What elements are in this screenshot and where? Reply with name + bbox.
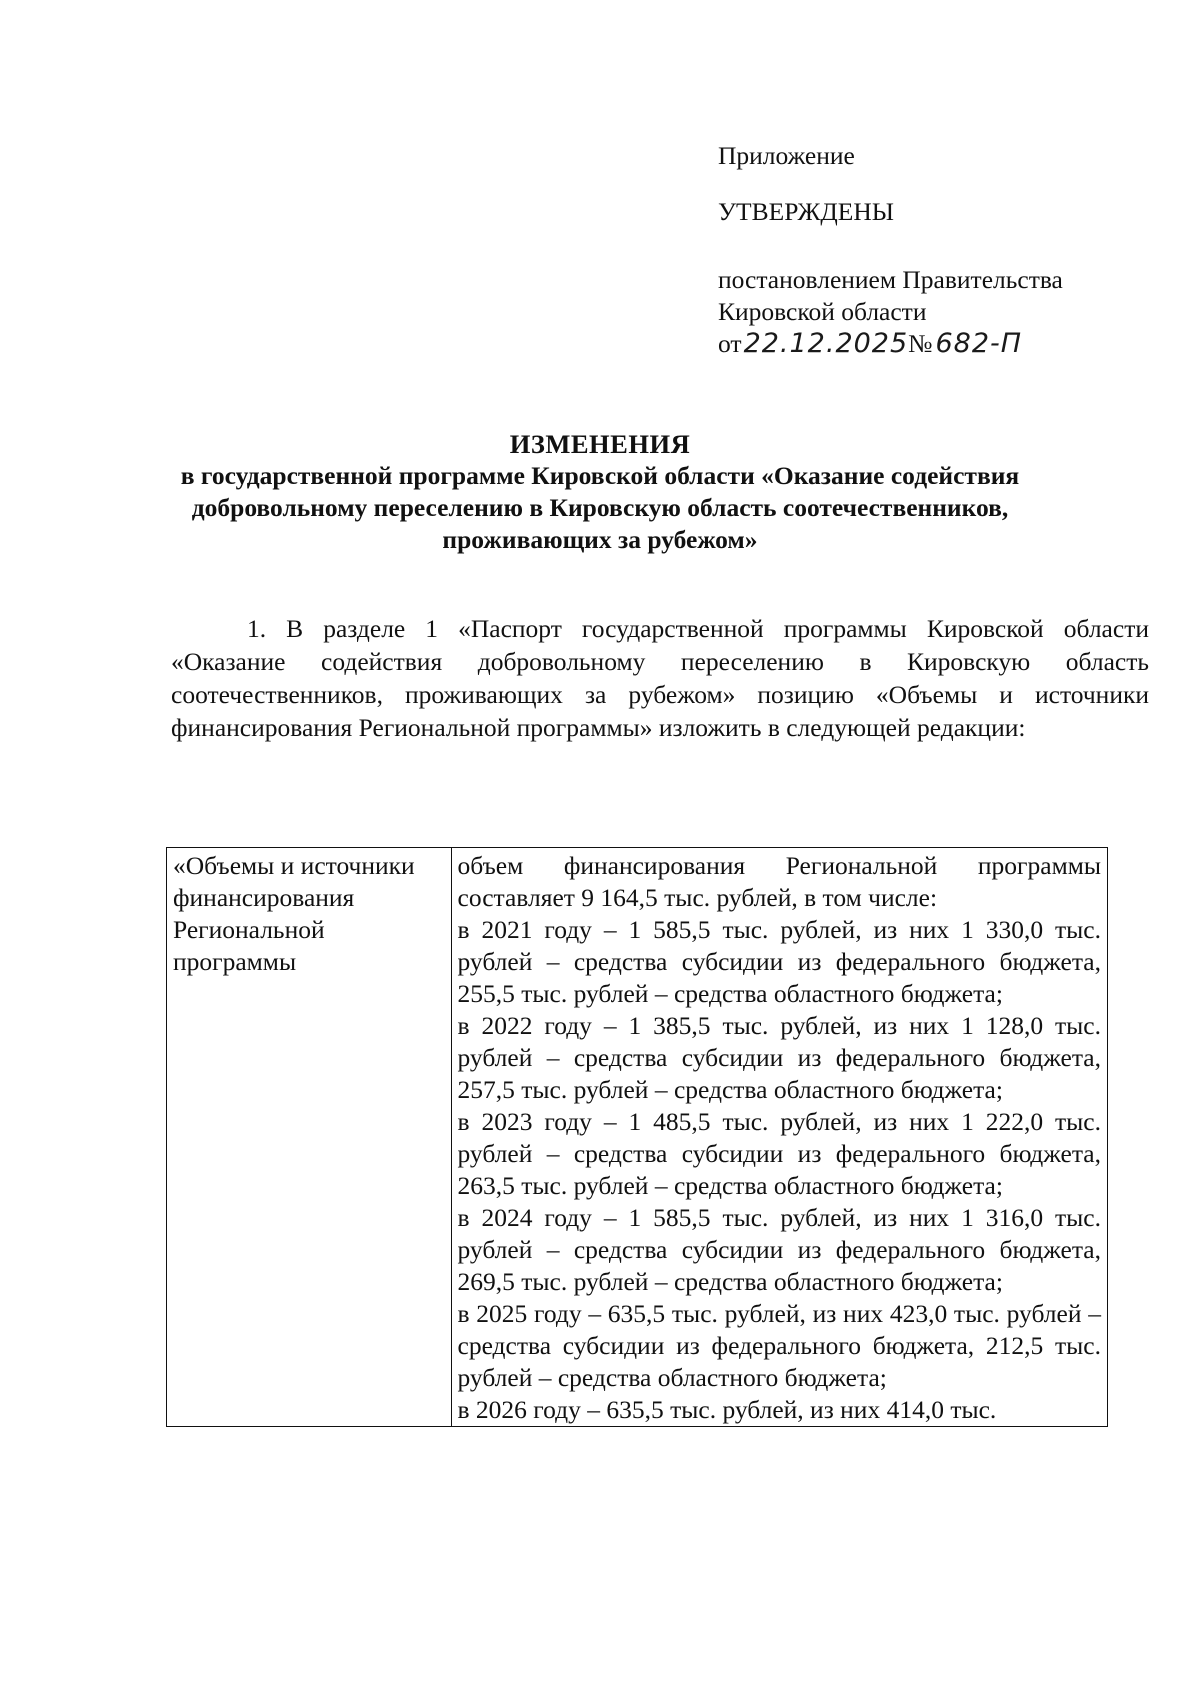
approval-block xyxy=(718,140,1138,360)
appendix-label: Приложение xyxy=(718,141,855,170)
financing-details-cell xyxy=(451,848,1108,1427)
decree-line-1: постановлением Правительства xyxy=(718,265,1063,294)
approved-label: УТВЕРЖДЕНЫ xyxy=(718,197,894,226)
financing-table xyxy=(166,847,1108,1427)
title-subtitle: в государственной программе Кировской области «Оказание содействия добровольному переселению в Кировскую область соотечественников, проживающих за рубежом» xyxy=(180,461,1020,554)
financing-label-cell: «Объемы и источники финансирования Региональной программы xyxy=(167,848,452,1427)
number-label: № xyxy=(908,329,933,358)
document-title xyxy=(170,428,1030,556)
financing-year-2025: в 2025 году – 635,5 тыс. рублей, из них 423,0 тыс. рублей – средства субсидии из федерального бюджета, 212,5 тыс. рублей – средства областного бюджета; xyxy=(457,1299,1101,1392)
decree-date-number xyxy=(718,328,1138,360)
financing-year-2023: в 2023 году – 1 485,5 тыс. рублей, из них 1 222,0 тыс. рублей – средства субсидии из федерального бюджета, 263,5 тыс. рублей – средства областного бюджета; xyxy=(457,1107,1101,1200)
decree-line-2: Кировской области xyxy=(718,297,927,326)
handwritten-date: 22.12.2025 xyxy=(743,328,909,359)
financing-year-2024: в 2024 году – 1 585,5 тыс. рублей, из них 1 316,0 тыс. рублей – средства субсидии из федерального бюджета, 269,5 тыс. рублей – средства областного бюджета; xyxy=(457,1203,1101,1296)
financing-total: объем финансирования Региональной программы составляет 9 164,5 тыс. рублей, в том числе: xyxy=(457,851,1101,912)
from-label: от xyxy=(718,329,742,358)
financing-year-2022: в 2022 году – 1 385,5 тыс. рублей, из них 1 128,0 тыс. рублей – средства субсидии из федерального бюджета, 257,5 тыс. рублей – средства областного бюджета; xyxy=(457,1011,1101,1104)
financing-year-2021: в 2021 году – 1 585,5 тыс. рублей, из них 1 330,0 тыс. рублей – средства субсидии из федерального бюджета, 255,5 тыс. рублей – средства областного бюджета; xyxy=(457,915,1101,1008)
table-row xyxy=(167,848,1108,1427)
financing-year-2026: в 2026 году – 635,5 тыс. рублей, из них 414,0 тыс. xyxy=(457,1395,997,1424)
handwritten-number: 682-П xyxy=(935,328,1023,359)
body-paragraph-1: 1. В разделе 1 «Паспорт государственной программы Кировской области «Оказание содействия добровольному переселению в Кировскую область соотечественников, проживающих за рубежом» позицию «Объемы и источники финансирования Региональной программы» изложить в следующей редакции: xyxy=(171,614,1149,742)
title-heading: ИЗМЕНЕНИЯ xyxy=(509,429,691,459)
